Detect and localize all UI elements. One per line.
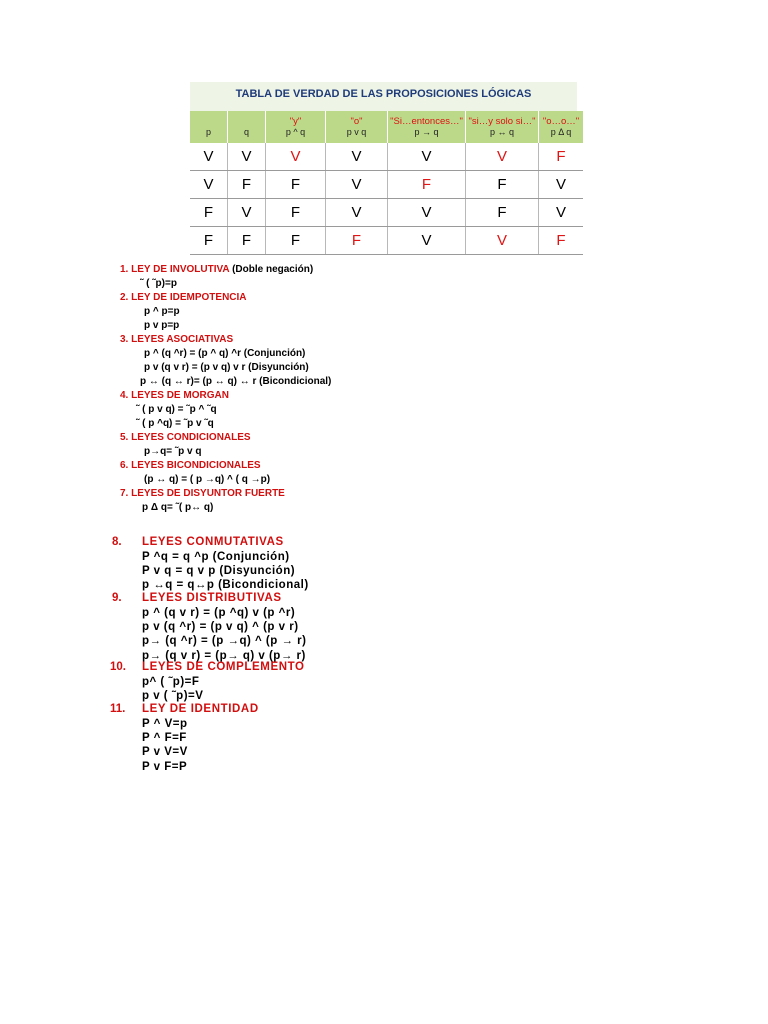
table-cell: F bbox=[266, 227, 326, 255]
header-connective: "Si…entonces…" bbox=[390, 116, 463, 127]
law-expression: p ^ (q ^r) = (p ^ q) ^r (Conjunción) bbox=[144, 348, 306, 359]
table-cell: F bbox=[466, 199, 539, 227]
law-number: 6. bbox=[120, 460, 132, 471]
law-title: LEYES DE COMPLEMENTO bbox=[142, 661, 305, 673]
table-cell: F bbox=[539, 227, 584, 255]
law-expression-line bbox=[142, 761, 187, 774]
law-expression: p v (q ^r) = (p v q) ^ (p v r) bbox=[142, 621, 299, 634]
header-connective: "o" bbox=[350, 116, 363, 127]
table-cell: V bbox=[539, 199, 584, 227]
law-expression-line bbox=[142, 746, 188, 759]
law-number: 8. bbox=[112, 536, 122, 548]
table-cell: V bbox=[228, 199, 266, 227]
law-expression: ˜ ( p ^q) = ˜p v ˜q bbox=[136, 418, 214, 430]
law-expression: (p ↔ q) = ( p →q) ^ ( q →p) bbox=[144, 474, 271, 485]
law-expression: P v V=V bbox=[142, 746, 188, 759]
table-cell: V bbox=[326, 143, 388, 171]
law-expression-line bbox=[142, 565, 295, 578]
law-subtitle: (Doble negación) bbox=[229, 264, 314, 275]
header-symbol: p bbox=[205, 127, 211, 137]
law-number: 3. bbox=[120, 334, 132, 345]
law-expression: p→ (q v r) = (p→ q) v (p→ r) bbox=[142, 649, 306, 662]
law-expression: p v (q v r) = (p v q) v r (Disyunción) bbox=[144, 362, 309, 374]
law-number: 7. bbox=[120, 488, 132, 499]
law-heading bbox=[142, 703, 259, 716]
law-expression-line bbox=[142, 732, 187, 745]
table-cell: V bbox=[190, 143, 228, 171]
law-expression: P v q = q v p (Disyunción) bbox=[142, 565, 296, 578]
header-connective: "si…y solo si…" bbox=[468, 116, 536, 127]
law-expression: P ^ V=p bbox=[142, 718, 188, 730]
law-expression: ˜ ( p v q) = ˜p ^ ˜q bbox=[136, 404, 217, 415]
law-expression-line bbox=[142, 607, 295, 620]
law-heading bbox=[142, 661, 305, 674]
header-symbol: p Δ q bbox=[550, 127, 572, 137]
table-cell: F bbox=[228, 171, 266, 199]
table-cell: V bbox=[326, 199, 388, 227]
law-number-line bbox=[110, 703, 125, 716]
table-cell: F bbox=[326, 227, 388, 255]
law-expression: p ^ (q v r) = (p ^q) v (p ^r) bbox=[142, 607, 296, 619]
table-cell: F bbox=[266, 199, 326, 227]
law-title: LEYES ASOCIATIVAS bbox=[131, 334, 234, 345]
law-expression: p→ (q ^r) = (p →q) ^ (p → r) bbox=[142, 635, 307, 648]
table-title: TABLA DE VERDAD DE LAS PROPOSICIONES LÓGICAS bbox=[235, 88, 532, 100]
law-number: 10. bbox=[110, 661, 126, 673]
law-number: 2. bbox=[120, 292, 132, 303]
law-title: LEY DE IDENTIDAD bbox=[142, 703, 259, 715]
law-expression: p ↔q = q↔p (Bicondicional) bbox=[142, 579, 309, 592]
law-title: LEYES DISTRIBUTIVAS bbox=[142, 592, 282, 604]
table-cell: V bbox=[388, 227, 466, 255]
law-number: 9. bbox=[112, 592, 122, 604]
table-cell: V bbox=[228, 143, 266, 171]
table-cell: V bbox=[190, 171, 228, 199]
law-title: LEYES CONDICIONALES bbox=[131, 432, 251, 443]
law-title: LEYES BICONDICIONALES bbox=[131, 460, 261, 471]
header-connective: "y" bbox=[289, 116, 302, 127]
law-number-line bbox=[110, 661, 126, 674]
table-cell: V bbox=[466, 143, 539, 171]
law-number: 11. bbox=[110, 703, 126, 715]
law-expression: p v ( ˜p)=V bbox=[142, 690, 204, 703]
law-expression: P v F=P bbox=[142, 760, 188, 773]
law-expression: p Δ q= ˜( p↔ q) bbox=[142, 502, 214, 513]
law-number-line bbox=[112, 592, 122, 605]
table-cell: V bbox=[388, 143, 466, 171]
law-number: 4. bbox=[120, 390, 132, 401]
header-symbol: q bbox=[243, 127, 249, 137]
table-cell: F bbox=[228, 227, 266, 255]
law-heading bbox=[142, 592, 282, 605]
header-symbol: p → q bbox=[414, 127, 439, 137]
law-title: LEYES DE MORGAN bbox=[131, 390, 229, 401]
header-symbol: p ↔ q bbox=[489, 127, 514, 137]
table-cell: F bbox=[388, 171, 466, 199]
law-expression-line bbox=[142, 676, 199, 689]
header-symbol: p ^ q bbox=[285, 127, 306, 137]
law-expression-line bbox=[142, 635, 306, 648]
header-connective: "o…o…" bbox=[542, 116, 580, 127]
table-cell: F bbox=[266, 171, 326, 199]
law-title: LEYES DE DISYUNTOR FUERTE bbox=[131, 488, 285, 499]
law-expression: p→q= ˜p v q bbox=[144, 446, 202, 457]
table-cell: F bbox=[466, 171, 539, 199]
law-number: 1. bbox=[120, 264, 132, 275]
law-title: LEY DE IDEMPOTENCIA bbox=[131, 292, 247, 303]
law-expression: p^ ( ˜p)=F bbox=[142, 676, 200, 688]
law-expression: P ^ F=F bbox=[142, 732, 187, 745]
table-cell: V bbox=[539, 171, 584, 199]
law-heading bbox=[142, 536, 284, 549]
table-cell: V bbox=[266, 143, 326, 171]
header-symbol: p v q bbox=[346, 127, 367, 137]
law-expression-line bbox=[142, 621, 299, 634]
law-expression: ˜ ( ˜p)=p bbox=[140, 278, 177, 289]
law-expression-line bbox=[142, 690, 203, 703]
law-expression-line bbox=[142, 579, 309, 592]
law-number: 5. bbox=[120, 432, 132, 443]
law-expression: p ^ p=p bbox=[144, 306, 180, 317]
law-title: LEY DE INVOLUTIVA bbox=[131, 264, 230, 275]
table-cell: F bbox=[190, 199, 228, 227]
table-cell: V bbox=[326, 171, 388, 199]
table-cell: V bbox=[388, 199, 466, 227]
law-expression: p v p=p bbox=[144, 320, 180, 332]
table-cell: F bbox=[190, 227, 228, 255]
law-expression-line bbox=[142, 718, 187, 731]
law-expression: p ↔ (q ↔ r)= (p ↔ q) ↔ r (Bicondicional) bbox=[140, 376, 332, 388]
law-expression: P ^q = q ^p (Conjunción) bbox=[142, 551, 290, 563]
law-number-line bbox=[112, 536, 122, 549]
table-cell: V bbox=[466, 227, 539, 255]
law-expression-line bbox=[142, 551, 290, 564]
table-cell: F bbox=[539, 143, 584, 171]
law-title: LEYES CONMUTATIVAS bbox=[142, 536, 284, 548]
